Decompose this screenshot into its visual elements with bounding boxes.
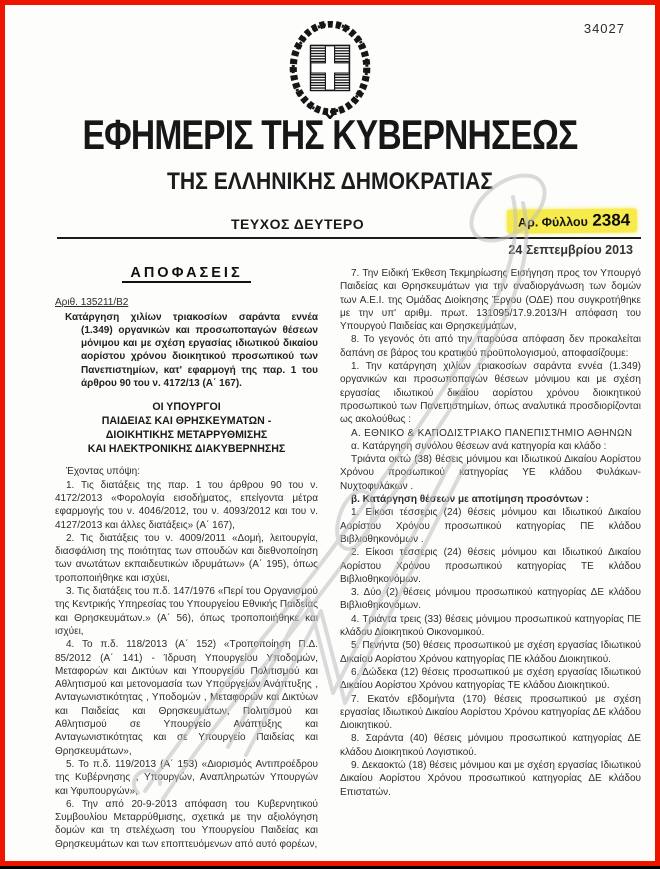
gazette-title: ΕΦΗΜΕΡΙΣ ΤΗΣ ΚΥΒΕΡΝΗΣΕΩΣ bbox=[82, 111, 578, 158]
paragraph: α. Κατάργηση συνόλου θέσεων ανά κατηγορία και κλάδο : bbox=[351, 440, 607, 452]
paragraph: 8. Σαράντα (40) θέσεις μόνιμου προσωπικού κατηγορίας ΔΕ κλάδου Διοικητικού Λογιστικού. bbox=[340, 733, 641, 758]
paragraph: 5. Το π.δ. 119/2013 (Α΄ 153) «Διορισμός Αντιπροέδρου της Κυβέρνησης , Υπουργών, Αναπληρωτών Υπουργών και Υφυπουργών», bbox=[55, 758, 318, 797]
section-title: ΑΠΟΦΑΣΕΙΣ bbox=[122, 267, 250, 283]
paragraph: 7. Την Ειδική Έκθεση Τεκμηρίωσης Εισήγηση προς τον Υπουργό Παιδείας και Θρησκευμάτων για την αναδιοργάνωση των δομών των Α.Ε.Ι. της Ομάδας Διοίκησης Έργου (ΟΔΕ) που συγκροτήθηκε με την υπ' αριθμ. πρωτ. 131095/17.9.2013/Η απόφαση του Υπουργού Παιδείας και Θρησκευμάτων, bbox=[340, 268, 641, 333]
paragraph: 5. Πενήντα (50) θέσεις προσωπικού με σχέση εργασίας Ιδιωτικού Δικαίου Αορίστου Χρόνου κατηγορίας ΠΕ κλάδου Διοικητικού. bbox=[340, 640, 641, 665]
paragraph: 7. Εκατόν εβδομήντα (170) θέσεις προσωπικού με σχέση εργασίας Ιδιωτικού Δικαίου Αορίστου Χρόνου κατηγορίας ΔΕ κλάδου Διοικητικού. bbox=[340, 693, 641, 732]
paragraph: Έχοντας υπόψη: bbox=[66, 466, 140, 478]
ministers-line: ΟΙ ΥΠΟΥΡΓΟΙ bbox=[152, 401, 221, 414]
yellow-highlight bbox=[507, 208, 637, 233]
issue-number-badge bbox=[507, 209, 637, 233]
paragraph: β. Κατάργηση θέσεων με αποτίμηση προσόντων : bbox=[351, 494, 589, 506]
paragraph: 1. Είκοσι τέσσερις (24) θέσεις μόνιμου και Ιδιωτικού Δικαίου Αορίστου Χρόνου προσωπικού κατηγορίας ΠΕ κλάδου Βιβλιοθηκονόμων . bbox=[340, 507, 641, 545]
paragraph: 1. Την κατάργηση χιλίων τριακοσίων σαράντα εννέα (1.349) οργανικών και προσωποπαγών θέσεων μόνιμου και με σχέση εργασίας ιδιωτικού δικαίου αορίστου χρόνου διοικητικού προσωπικού των Πανεπιστημίων, όπως αναλυτικά προσδιορίζονται ως ακολούθως : bbox=[340, 361, 641, 426]
issue-date: 24 Σεπτεμβρίου 2013 bbox=[508, 243, 633, 257]
page-number: 34027 bbox=[583, 21, 625, 36]
paragraph: 4. Το π.δ. 118/2013 (Α΄ 152) «Τροποποίηση Π.Δ. 85/2012 (Α΄ 141) - Ίδρυση Υπουργείου Υποδομών, Μεταφορών και Δικτύων και Υπουργείου Πολιτισμού και Αθλητισμού και μετονομασία των Υπουργείων Ανάπτυξης , Ανταγωνιστικότητας , Υποδομών , Μεταφορών και Δικτύων και Παιδείας και Θρησκευμάτων, Πολιτισμού και Αθλητισμού σε Υπουργείο Ανάπτυξης και Ανταγωνιστικότητας και σε Υπουργείο Παιδείας και Θρησκευμάτων», bbox=[55, 639, 318, 757]
paragraph: 8. Το γεγονός ότι από την παρούσα απόφαση δεν προκαλείται δαπάνη σε βάρος του κρατικού προϋπολογισμού, αποφασίζουμε: bbox=[340, 334, 641, 359]
header-rule bbox=[57, 237, 641, 239]
paragraph: 6. Την από 20-9-2013 απόφαση του Κυβερνητικού Συμβουλίου Μεταρρύθμισης, σχετικά με την αξιολόγηση δομών και τη στελέχωση του Υπουργείου Παιδείας και Θρησκευμάτων και των εποπτευόμενων από αυτό φορέων, bbox=[55, 798, 318, 850]
paragraph: 9. Δεκαοκτώ (18) θέσεις μόνιμου και με σχέση εργασίας Ιδιωτικού Δικαίου Αορίστου Χρόνου προσωπικού κατηγορίας ΔΕ κλάδου Επιστατών. bbox=[340, 759, 641, 798]
issue-number-label: Αρ. Φύλλου bbox=[517, 214, 588, 230]
ministers-heading bbox=[55, 400, 318, 456]
paragraph: 3. Δύο (2) θέσεις μόνιμου προσωπικού κατηγορίας ΔΕ κλάδου Βιβλιοθηκονόμων. bbox=[340, 587, 641, 612]
decision-subject: Κατάργηση χιλίων τριακοσίων σαράντα εννέα (1.349) οργανικών και προσωποπαγών θέσεων μόνιμου και με σχέση εργασίας ιδιωτικού δικαίου αορίστου χρόνου διοικητικού προσωπικού των Πανεπιστημίων, κατ' εφαρμογή της παρ. 1 του άρθρου 90 του ν. 4172/13 (Α΄ 167). bbox=[65, 311, 318, 390]
paragraph: Τριάντα οκτώ (38) θέσεις μόνιμου και Ιδιωτικού Δικαίου Αορίστου Χρόνου προσωπικού κατηγορίας ΥΕ κλάδου Φυλάκων-Νυχτοφυλάκων . bbox=[340, 454, 641, 492]
paragraph: 2. Είκοσι τέσσερις (24) θέσεις μόνιμου και Ιδιωτικού Δικαίου Αορίστου Χρόνου προσωπικού κατηγορίας ΤΕ κλάδου Βιβλιοθηκονόμων. bbox=[340, 547, 641, 585]
gazette-subtitle: ΤΗΣ ΕΛΛΗΝΙΚΗΣ ΔΗΜΟΚΡΑΤΙΑΣ bbox=[166, 168, 494, 195]
ministers-line: ΔΙΟΙΚΗΤΙΚΗΣ ΜΕΤΑΡΡΥΘΜΙΣΗΣ bbox=[105, 429, 268, 442]
issue-type-label: ΤΕΥΧΟΣ ΔΕΥΤΕΡΟ bbox=[231, 216, 365, 232]
issue-number-value: 2384 bbox=[592, 210, 631, 230]
ministers-line: ΚΑΙ ΗΛΕΚΤΡΟΝΙΚΗΣ ΔΙΑΚΥΒΕΡΝΗΣΗΣ bbox=[87, 443, 286, 456]
decision-number: Αριθ. 135211/Β2 bbox=[55, 297, 129, 309]
university-heading: Α. ΕΘΝΙΚΟ & ΚΑΠΟΔΙΣΤΡΙΑΚΟ ΠΑΝΕΠΙΣΤΗΜΙΟ ΑΘΗΝΩΝ bbox=[351, 427, 633, 439]
paragraph: 6. Δώδεκα (12) θέσεις προσωπικού με σχέση εργασίας Ιδιωτικού Δικαίου Αορίστου Χρόνου κατηγορίας ΤΕ κλάδου Διοικητικού. bbox=[340, 666, 641, 692]
greek-coat-of-arms-icon bbox=[284, 21, 376, 124]
section-heading bbox=[55, 267, 318, 283]
paragraph: 4. Τριάντα τρεις (33) θέσεις μόνιμου προσωπικού κατηγορίας ΠΕ κλάδου Διοικητικού Οικονομικού. bbox=[340, 613, 641, 639]
paragraph: 2. Τις διατάξεις του ν. 4009/2011 «Δομή, λειτουργία, διασφάλιση της ποιότητας των σπουδών και διεθνοποίηση των ανωτάτων εκπαιδευτικών ιδρυμάτων» (Α΄ 195), όπως τροποποιήθηκε και ισχύει, bbox=[55, 532, 318, 584]
ministers-line: ΠΑΙΔΕΙΑΣ ΚΑΙ ΘΡΗΣΚΕΥΜΑΤΩΝ - bbox=[101, 415, 272, 428]
paragraph: 1. Τις διατάξεις της παρ. 1 του άρθρου 90 του ν. 4172/2013 «Φορολογία εισοδήματος, επείγοντα μέτρα εφαρμογής του ν. 4046/2012, του ν. 4093/2012 και του ν. 4127/2013 και άλλες διατάξεις» (Α΄ 167), bbox=[55, 479, 318, 531]
paragraph: 3. Τις διατάξεις του π.δ. 147/1976 «Περί του Οργανισμού της Κεντρικής Υπηρεσίας του Υπουργείου Εθνικής Παιδείας και Θρησκευμάτων.» (Α΄ 56), όπως τροποποιήθηκε και ισχύει, bbox=[55, 586, 318, 637]
